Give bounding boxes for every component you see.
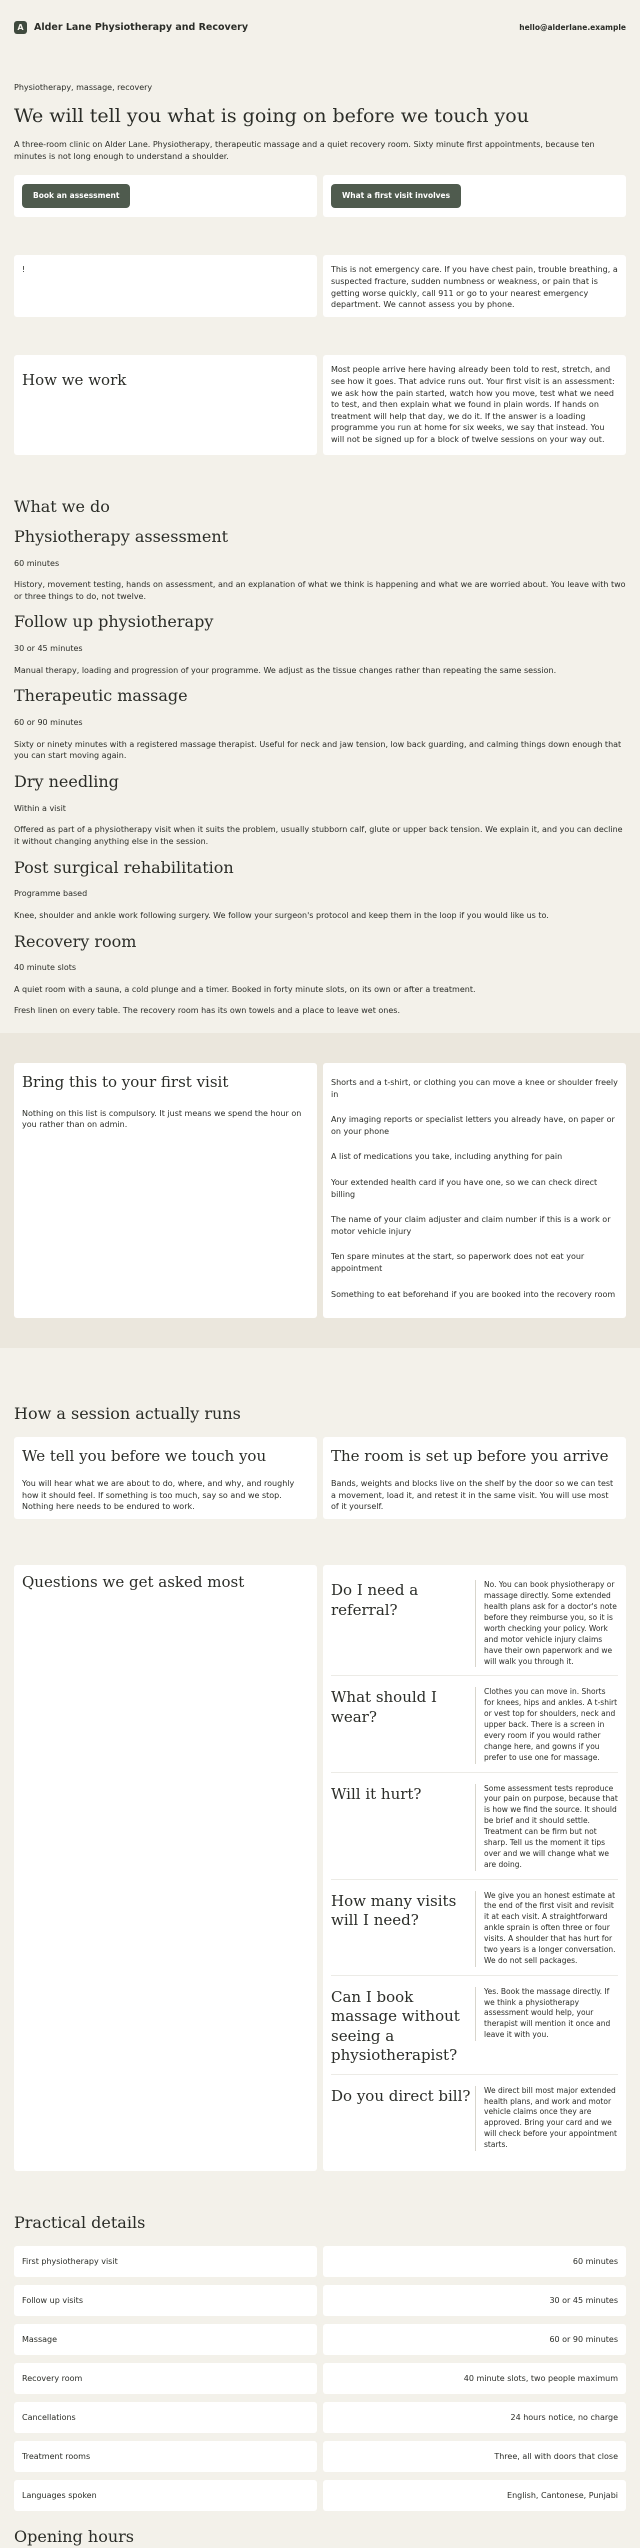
- session-card-body: You will hear what we are about to do, where, and why, and roughly how it should feel. If something is too much, say so and we stop. Nothing here needs to be endured to work.: [22, 1479, 295, 1512]
- detail-value: 40 minute slots, two people maximum: [323, 2363, 626, 2394]
- emergency-notice: [323, 255, 626, 317]
- service-item: [14, 772, 626, 848]
- table-row: [14, 2285, 626, 2316]
- detail-label: Massage: [14, 2324, 317, 2355]
- session-title: How a session actually runs: [14, 1404, 241, 1424]
- faq-question: What should I wear?: [331, 1688, 437, 1726]
- service-desc: Knee, shoulder and ankle work following surgery. We follow your surgeon's protocol and keep them in the loop if you would like us to.: [14, 910, 549, 920]
- practical-section: [0, 2171, 640, 2511]
- how-we-work-body: Most people arrive here having already been told to rest, stretch, and see how it goes. That advice runs out. Your first visit is an assessment: we ask how the pain started, watch how you move, test what we need to test, and then explain what we found in plain words. If hands on treatment will help that day, we do it. If the answer is a loading programme you run at home for six weeks, we say that instead. You will not be signed up for a block of twelve sessions on your way out.: [331, 365, 615, 445]
- service-duration: Within a visit: [14, 803, 66, 813]
- services-section: [0, 455, 640, 1017]
- session-card: [14, 1437, 317, 1519]
- table-row: [14, 2441, 626, 2472]
- practical-title: Practical details: [14, 2212, 146, 2232]
- faq-question: How many visits will I need?: [331, 1891, 457, 1930]
- faq-item[interactable]: [331, 1976, 618, 2075]
- faq-question: Can I book massage without seeing a physiotherapist?: [331, 1987, 460, 2065]
- cta-card-secondary: [323, 175, 626, 218]
- list-item: Ten spare minutes at the start, so paperwork does not eat your appointment: [331, 1252, 585, 1274]
- service-name: Recovery room: [14, 931, 137, 951]
- service-desc: History, movement testing, hands on assessment, and an explanation of what we think is happening and what we are worried about. You leave with two or three things to do, not twelve.: [14, 580, 626, 601]
- faq-item[interactable]: [331, 1773, 618, 1880]
- faq-answer: Some assessment tests reproduce your pain on purpose, because that is how we find the source. It should be brief and it should settle. Treatment can be firm but not sharp. Tell us the moment it tips over and we will change what we are doing.: [475, 1784, 618, 1871]
- service-desc: Sixty or ninety minutes with a registered massage therapist. Useful for neck and jaw tension, low back guarding, and calming things down enough that you can start moving again.: [14, 739, 622, 761]
- service-name: Follow up physiotherapy: [14, 612, 214, 632]
- service-item: [14, 932, 626, 1018]
- service-item: [14, 612, 626, 676]
- faq-title: Questions we get asked most: [22, 1573, 245, 1592]
- detail-value: 60 minutes: [323, 2246, 626, 2277]
- services-title: What we do: [14, 496, 110, 516]
- bring-list: [323, 1063, 626, 1318]
- service-duration: Programme based: [14, 889, 88, 899]
- session-card: [323, 1437, 626, 1519]
- service-item: [14, 686, 626, 762]
- brand[interactable]: [14, 21, 248, 35]
- table-row: [14, 2246, 626, 2277]
- hero-eyebrow: Physiotherapy, massage, recovery: [14, 83, 153, 92]
- faq-answer: Clothes you can move in. Shorts for knees, hips and ankles. A t-shirt or vest top for shoulders, neck and upper back. There is a screen in every room if you would rather change here, and gowns if you prefer to use one for massage.: [475, 1687, 618, 1763]
- page-title: We will tell you what is going on before we touch you: [14, 104, 529, 127]
- faq-answer: We give you an honest estimate at the end of the first visit and revisit it at each visit. A straightforward ankle sprain is often three or four visits. A shoulder that has hurt for two years is a longer conversation. We do not sell packages.: [475, 1891, 618, 1967]
- detail-value: English, Cantonese, Punjabi: [323, 2480, 626, 2511]
- logo-icon: A: [14, 21, 27, 34]
- service-name: Dry needling: [14, 771, 119, 791]
- faq-answer: No. You can book physiotherapy or massage directly. Some extended health plans ask for a doctor's note before they reimburse you, so it is worth checking your policy. Work and motor vehicle injury claims have their own paperwork and we will walk you through it.: [475, 1580, 618, 1667]
- first-visit-button[interactable]: What a first visit involves: [331, 184, 461, 209]
- list-item: Any imaging reports or specialist letters you already have, on paper or on your phone: [331, 1115, 615, 1136]
- how-we-work-title-card: [14, 355, 317, 454]
- service-desc: Manual therapy, loading and progression of your programme. We adjust as the tissue changes rather than repeating the same session.: [14, 665, 557, 675]
- service-duration: 30 or 45 minutes: [14, 644, 83, 654]
- faq-item[interactable]: [331, 1676, 618, 1772]
- detail-value: 24 hours notice, no charge: [323, 2402, 626, 2433]
- session-card-title: The room is set up before you arrive: [331, 1447, 609, 1466]
- session-section: [0, 1348, 640, 1519]
- service-extra: Fresh linen on every table. The recovery room has its own towels and a place to leave wet ones.: [14, 1006, 400, 1016]
- detail-label: Languages spoken: [14, 2480, 317, 2511]
- table-row: [14, 2402, 626, 2433]
- detail-label: Cancellations: [14, 2402, 317, 2433]
- faq-list: [323, 1565, 626, 2171]
- faq-question: Do you direct bill?: [331, 2086, 471, 2105]
- bring-intro-card: [14, 1063, 317, 1318]
- detail-value: 60 or 90 minutes: [323, 2324, 626, 2355]
- list-item: A list of medications you take, including anything for pain: [331, 1152, 563, 1162]
- service-desc: Offered as part of a physiotherapy visit when it suits the problem, usually stubborn calf, glute or upper back tension. We explain it, and you can decline it without changing anything else in the session.: [14, 825, 623, 846]
- service-duration: 60 minutes: [14, 558, 60, 568]
- faq-answer: We direct bill most major extended health plans, and work and motor vehicle claims once they are approved. Bring your card and we will check before your appointment starts.: [475, 2086, 618, 2151]
- detail-label: Recovery room: [14, 2363, 317, 2394]
- faq-item[interactable]: [331, 1880, 618, 1976]
- warning-icon: !: [22, 265, 26, 275]
- list-item: Your extended health card if you have one, so we can check direct billing: [331, 1178, 598, 1199]
- detail-label: Follow up visits: [14, 2285, 317, 2316]
- faq-question: Do I need a referral?: [331, 1581, 419, 1619]
- detail-value: Three, all with doors that close: [323, 2441, 626, 2472]
- service-duration: 60 or 90 minutes: [14, 718, 83, 728]
- session-card-title: We tell you before we touch you: [22, 1447, 267, 1466]
- faq-section: [0, 1565, 640, 2171]
- opening-section: [0, 2519, 640, 2548]
- detail-label: First physiotherapy visit: [14, 2246, 317, 2277]
- service-item: [14, 858, 626, 922]
- how-we-work-title: How we work: [22, 371, 127, 390]
- bring-title: Bring this to your first visit: [22, 1073, 229, 1092]
- service-item: [14, 527, 626, 603]
- email-link[interactable]: hello@alderlane.example: [519, 22, 626, 32]
- cta-card-primary: [14, 175, 317, 218]
- bring-section: [0, 1033, 640, 1348]
- detail-label: Treatment rooms: [14, 2441, 317, 2472]
- faq-item[interactable]: [331, 1569, 618, 1676]
- service-name: Post surgical rehabilitation: [14, 857, 234, 877]
- table-row: [14, 2324, 626, 2355]
- table-row: [14, 2480, 626, 2511]
- table-row: [14, 2363, 626, 2394]
- service-name: Physiotherapy assessment: [14, 526, 229, 546]
- faq-title-card: [14, 1565, 317, 2171]
- site-header: [0, 0, 640, 56]
- detail-value: 30 or 45 minutes: [323, 2285, 626, 2316]
- alert-icon-card: [14, 255, 317, 317]
- hero-lead: A three-room clinic on Alder Lane. Physiotherapy, therapeutic massage and a quiet recovery room. Sixty minute first appointments, because ten minutes is not long enough to understand a shoulder.: [14, 140, 595, 161]
- list-item: The name of your claim adjuster and claim number if this is a work or motor vehicle injury: [331, 1215, 611, 1236]
- bring-note: Nothing on this list is compulsory. It just means we spend the hour on you rather than on admin.: [22, 1108, 302, 1130]
- hero: [0, 56, 640, 455]
- service-duration: 40 minute slots: [14, 963, 77, 973]
- service-desc: A quiet room with a sauna, a cold plunge and a timer. Booked in forty minute slots, on its own or after a treatment.: [14, 984, 476, 994]
- list-item: Something to eat beforehand if you are booked into the recovery room: [331, 1289, 616, 1299]
- emergency-notice-text: This is not emergency care. If you have chest pain, trouble breathing, a suspected fracture, sudden numbness or weakness, or pain that is getting worse quickly, call 911 or go to your nearest emergency department. We cannot assess you by phone.: [331, 265, 618, 310]
- faq-item[interactable]: [331, 2075, 618, 2159]
- opening-title: Opening hours: [14, 2527, 134, 2547]
- list-item: Shorts and a t-shirt, or clothing you can move a knee or shoulder freely in: [331, 1078, 618, 1099]
- faq-answer: Yes. Book the massage directly. If we think a physiotherapy assessment would help, your therapist will mention it once and leave it with you.: [475, 1987, 618, 2041]
- faq-question: Will it hurt?: [331, 1784, 422, 1803]
- session-card-body: Bands, weights and blocks live on the shelf by the door so we can test a movement, load it, and retest it in the same visit. You will use most of it yourself.: [331, 1479, 614, 1512]
- brand-name: Alder Lane Physiotherapy and Recovery: [34, 22, 249, 34]
- how-we-work-body-card: [323, 355, 626, 454]
- service-name: Therapeutic massage: [14, 686, 188, 706]
- book-assessment-button[interactable]: Book an assessment: [22, 184, 130, 209]
